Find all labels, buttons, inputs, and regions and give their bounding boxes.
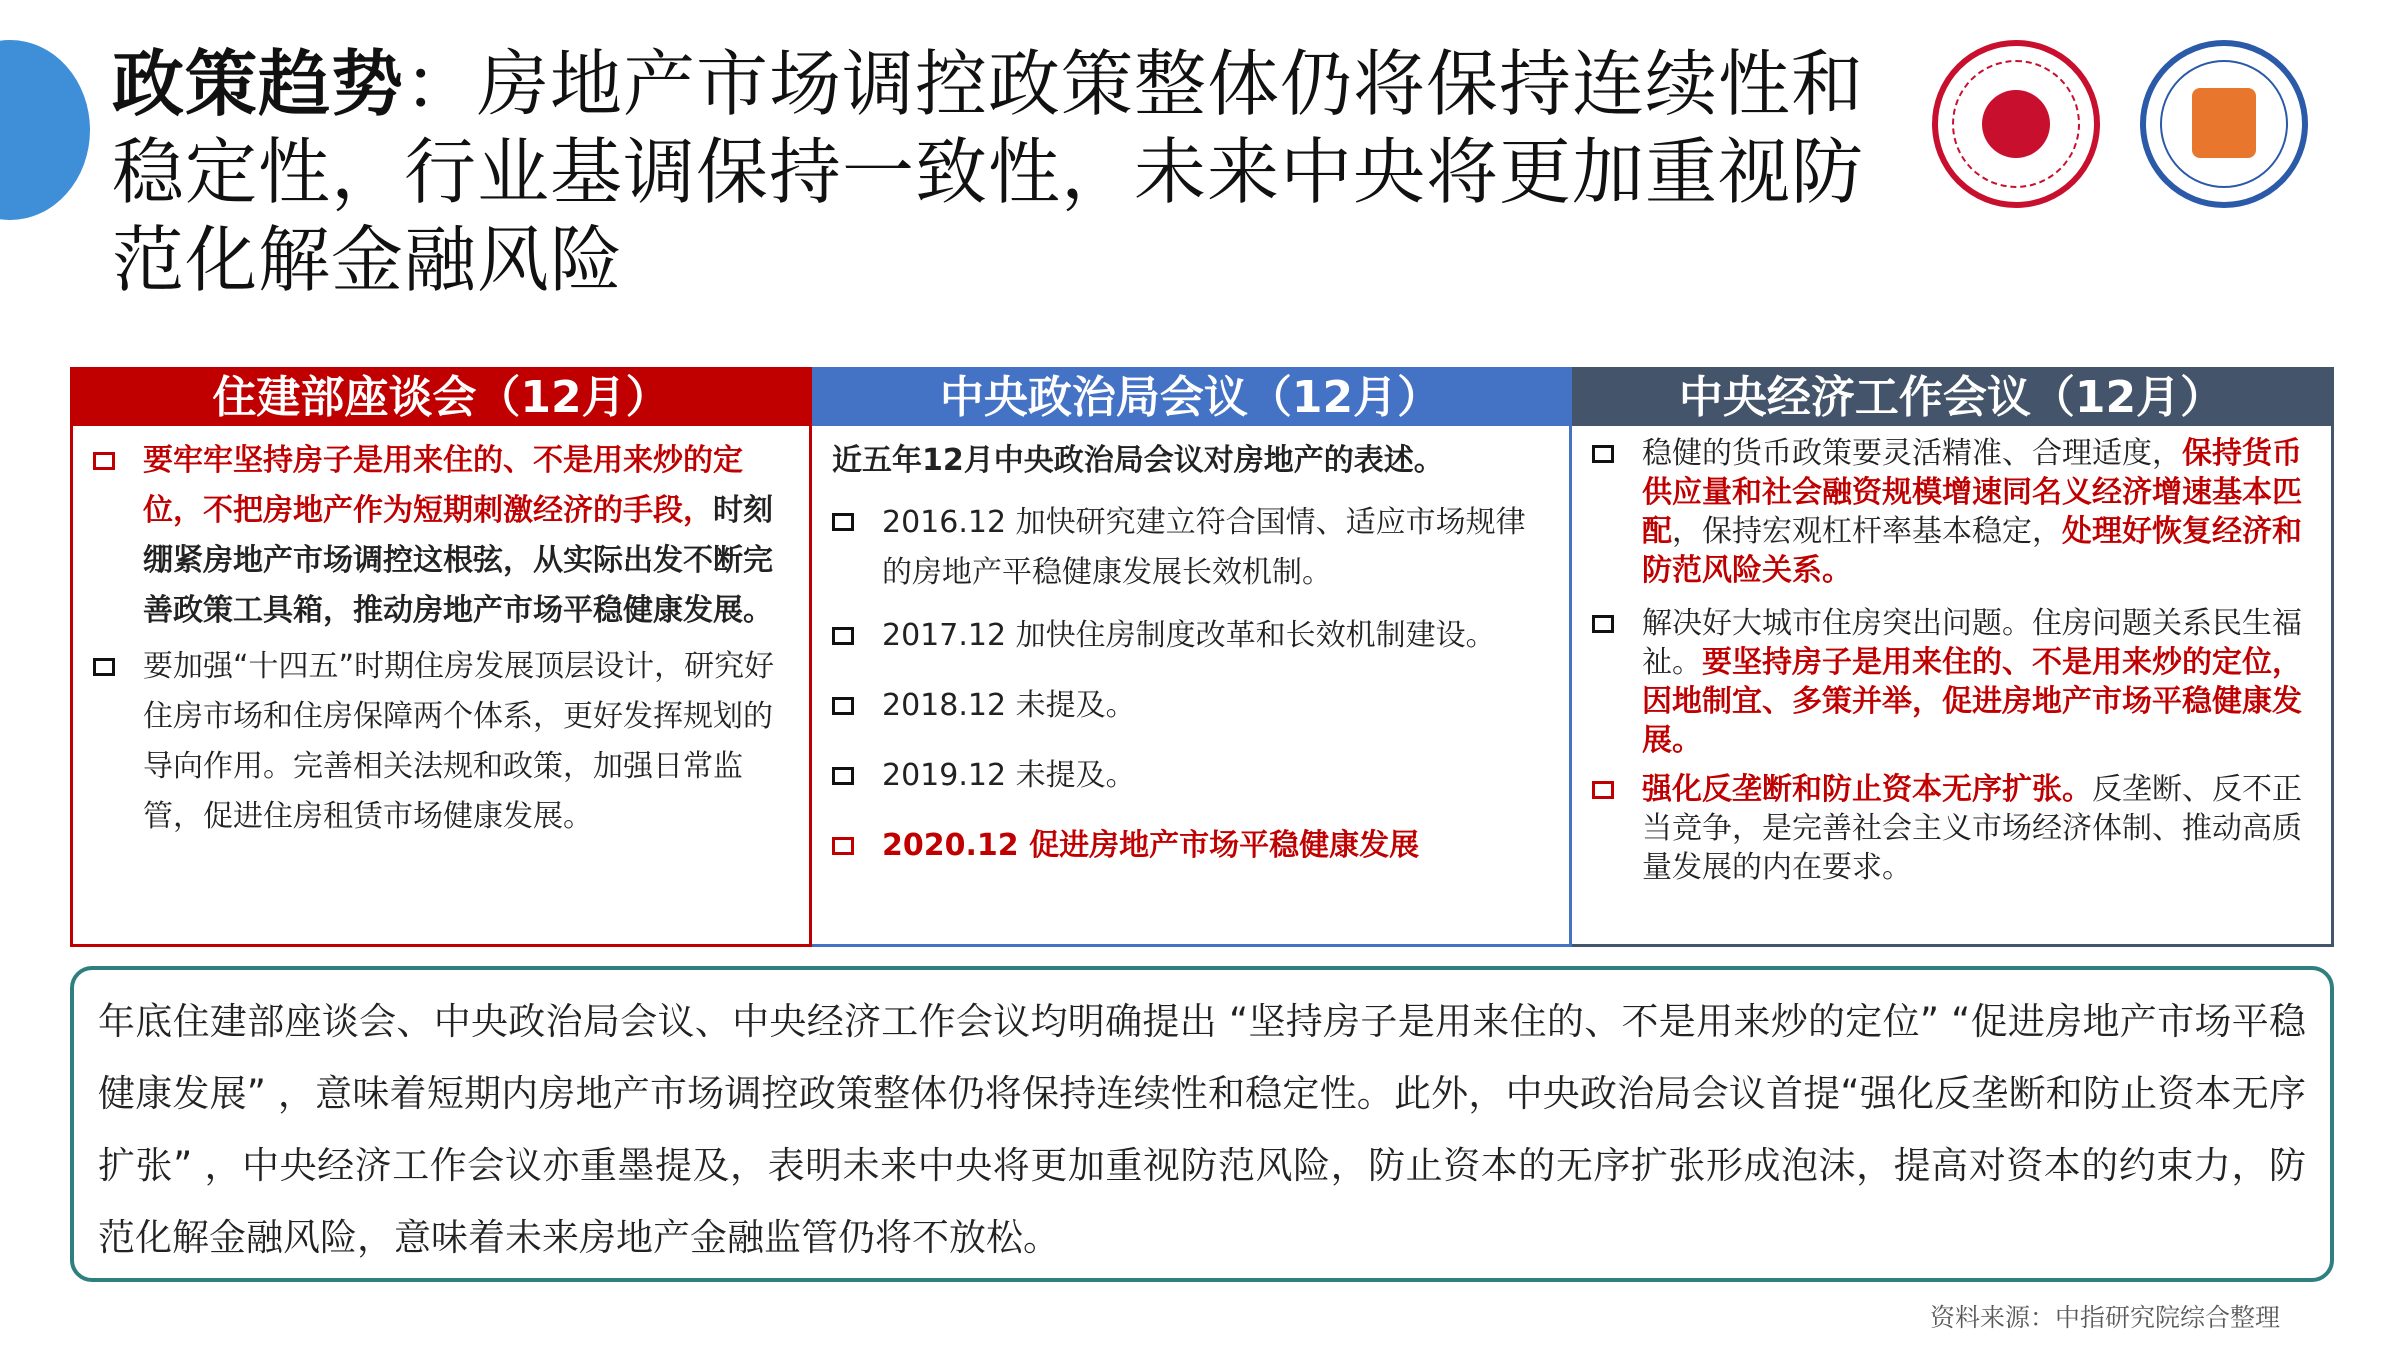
- list-item: [93, 436, 795, 636]
- bullet-text: 2019.12 未提及。: [882, 758, 1136, 793]
- bullet-text: 2017.12 加快住房制度改革和长效机制建设。: [882, 618, 1496, 653]
- china-index-academy-logo: [1932, 40, 2100, 208]
- checkbox-bullet-icon: [832, 767, 854, 785]
- bullet-text: 2020.12 促进房地产市场平稳健康发展: [882, 828, 1420, 863]
- bullet-text: 要加强“十四五”时期住房发展顶层设计，研究好住房市场和住房保障两个体系，更好发挥规划的导向作用。完善相关法规和政策，加强日常监管，促进住房租赁市场健康发展。: [143, 649, 775, 834]
- list-item: [832, 490, 1555, 598]
- plain-text: ，保持宏观杠杆率基本稳定，: [1672, 514, 2062, 549]
- three-column-panel: [70, 367, 2334, 947]
- column-header: 中央经济工作会议（12月）: [1572, 370, 2331, 426]
- column-header: 住建部座谈会（12月）: [73, 370, 809, 426]
- bullet-text: 2016.12 加快研究建立符合国情、适应市场规律的房地产平稳健康发展长效机制。: [882, 505, 1526, 590]
- logo-center: [1982, 90, 2050, 158]
- bullet-text: [1642, 770, 2317, 887]
- column-body: [1572, 426, 2331, 887]
- column-politburo: [812, 367, 1572, 947]
- list-item: [93, 642, 795, 842]
- column-body: [812, 426, 1569, 878]
- checkbox-bullet-icon: [832, 837, 854, 855]
- column-header: 中央政治局会议（12月）: [812, 370, 1569, 426]
- list-item: [1592, 604, 2317, 760]
- checkbox-bullet-icon: [832, 513, 854, 531]
- list-item: [1592, 770, 2317, 887]
- corner-decoration: [0, 40, 90, 220]
- bullet-text: [1642, 604, 2317, 760]
- highlight-text: 要坚持房子是用来住的、不是用来炒的定位，因地制宜、多策并举，促进房地产市场平稳健康发展。: [1642, 645, 2302, 758]
- bold-text: 时刻绷紧房地产市场调控这根弦，从实际出发不断完善政策工具箱，推动房地产市场平稳健康发展。: [143, 493, 773, 628]
- plain-text: 反垄断、反不正当竞争，是完善社会主义市场经济体制、推动高质量发展的内在要求。: [1642, 772, 2302, 885]
- column-housing-ministry: [70, 367, 812, 947]
- highlight-text: 保持货币供应量和社会融资规模增速同名义经济增速基本匹配: [1642, 436, 2302, 549]
- column-economic-work-conference: [1572, 367, 2334, 947]
- plain-text: 解决好大城市住房突出问题。住房问题关系民生福祉。: [1642, 606, 2302, 680]
- highlight-text: 要牢牢坚持房子是用来住的、不是用来炒的定位，不把房地产作为短期刺激经济的手段，: [143, 443, 743, 528]
- plain-text: 稳健的货币政策要灵活精准、合理适度，: [1642, 436, 2182, 471]
- checkbox-bullet-icon: [1592, 615, 1614, 633]
- source-note: 资料来源：中指研究院综合整理: [1930, 1303, 2281, 1332]
- checkbox-bullet-icon: [93, 452, 115, 470]
- checkbox-bullet-icon: [93, 658, 115, 676]
- checkbox-bullet-icon: [1592, 781, 1614, 799]
- list-item: [832, 814, 1555, 878]
- highlight-text: 处理好恢复经济和防范风险关系。: [1642, 514, 2302, 588]
- bullet-text: 2018.12 未提及。: [882, 688, 1136, 723]
- bullet-text: [1642, 434, 2317, 590]
- page-title: [112, 40, 1882, 304]
- column-body: [73, 426, 809, 842]
- highlight-text: 强化反垄断和防止资本无序扩张。: [1642, 772, 2092, 807]
- title-bold-part: 政策趋势: [112, 42, 405, 126]
- logo-center: [2192, 88, 2256, 158]
- checkbox-bullet-icon: [832, 627, 854, 645]
- checkbox-bullet-icon: [832, 697, 854, 715]
- list-item: [832, 744, 1555, 808]
- list-item: [832, 604, 1555, 668]
- list-item: [1592, 434, 2317, 590]
- checkbox-bullet-icon: [1592, 445, 1614, 463]
- title-rest: ：房地产市场调控政策整体仍将保持连续性和稳定性，行业基调保持一致性，未来中央将更加重视防范化解金融风险: [112, 42, 1865, 302]
- summary-box: 年底住建部座谈会、中央政治局会议、中央经济工作会议均明确提出 “坚持房子是用来住的、不是用来炒的定位” “促进房地产市场平稳健康发展” ，意味着短期内房地产市场调控政策整体仍将保持连续性和稳定性。此外，中央政治局会议首提“强化反垄断和防止资本无序扩张” ，中央经济工作会议亦重墨提及，表明未来中央将更加重视防范风险，防止资本的无序扩张形成泡沫，提高对资本的约束力，防范化解金融风险，意味着未来房地产金融监管仍将不放松。: [70, 966, 2334, 1282]
- column-intro: 近五年12月中央政治局会议对房地产的表述。: [832, 443, 1444, 478]
- list-item: [832, 674, 1555, 738]
- bullet-text: [143, 436, 795, 636]
- real-estate-association-logo: [2140, 40, 2308, 208]
